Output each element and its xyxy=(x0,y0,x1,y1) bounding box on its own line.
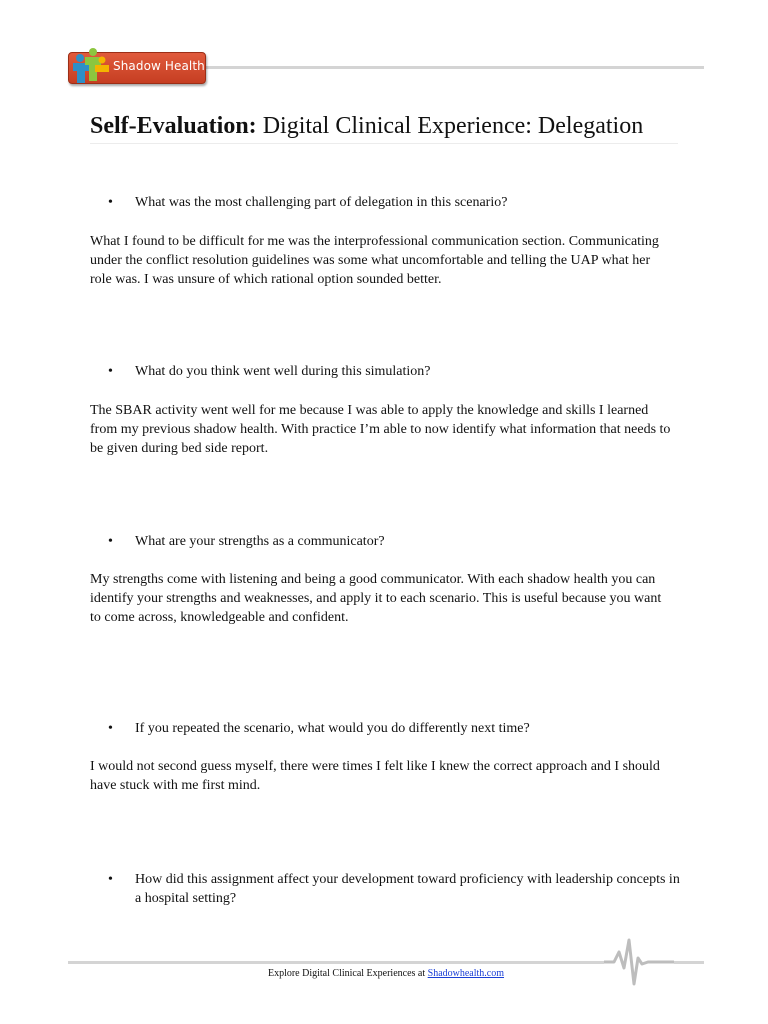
document-footer xyxy=(68,938,704,988)
question-4: If you repeated the scenario, what would you do differently next time? xyxy=(135,721,530,736)
title-bold: Self-Evaluation: xyxy=(90,113,257,139)
question-2: What do you think went well during this simulation? xyxy=(135,364,431,379)
question-5: How did this assignment affect your development toward proficiency with leadership concepts in a hospital setting? xyxy=(135,872,680,906)
answer-2: The SBAR activity went well for me because I was able to apply the knowledge and skills I learned from my previous shadow health. With practice I’m able to now identify what information that needs to be given during bed side report. xyxy=(90,403,671,456)
question-1: What was the most challenging part of delegation in this scenario? xyxy=(135,195,508,210)
page-title xyxy=(90,110,678,144)
shadow-health-logo xyxy=(68,52,206,84)
answer-1: What I found to be difficult for me was the interprofessional communication section. Communicating under the conflict resolution guidelines was some what uncomfortable and telling the UAP what her role was. I was unsure of which rational option sounded better. xyxy=(90,234,659,287)
bullet-glyph: • xyxy=(108,721,113,736)
logo-text: Shadow Health xyxy=(113,59,205,73)
footer-text xyxy=(68,967,704,981)
footer-link[interactable]: Shadowhealth.com xyxy=(427,968,505,979)
bullet-glyph: • xyxy=(108,534,113,549)
question-3: What are your strengths as a communicator? xyxy=(135,534,385,549)
footer-label: Explore Digital Clinical Experiences at xyxy=(267,968,428,979)
header-rule xyxy=(198,66,704,69)
shadow-health-figures-icon xyxy=(71,47,111,87)
answer-3: My strengths come with listening and being a good communicator. With each shadow health you can identify your strengths and weaknesses, and apply it to each scenario. This is useful because you want to come across, knowledgeable and confident. xyxy=(90,572,662,625)
title-rest: Digital Clinical Experience: Delegation xyxy=(256,113,644,139)
bullet-glyph: • xyxy=(108,364,113,379)
answer-4: I would not second guess myself, there were times I felt like I knew the correct approach and I should have stuck with me first mind. xyxy=(90,759,660,793)
bullet-glyph: • xyxy=(108,195,113,210)
bullet-glyph: • xyxy=(108,872,113,887)
document-header xyxy=(68,46,704,88)
